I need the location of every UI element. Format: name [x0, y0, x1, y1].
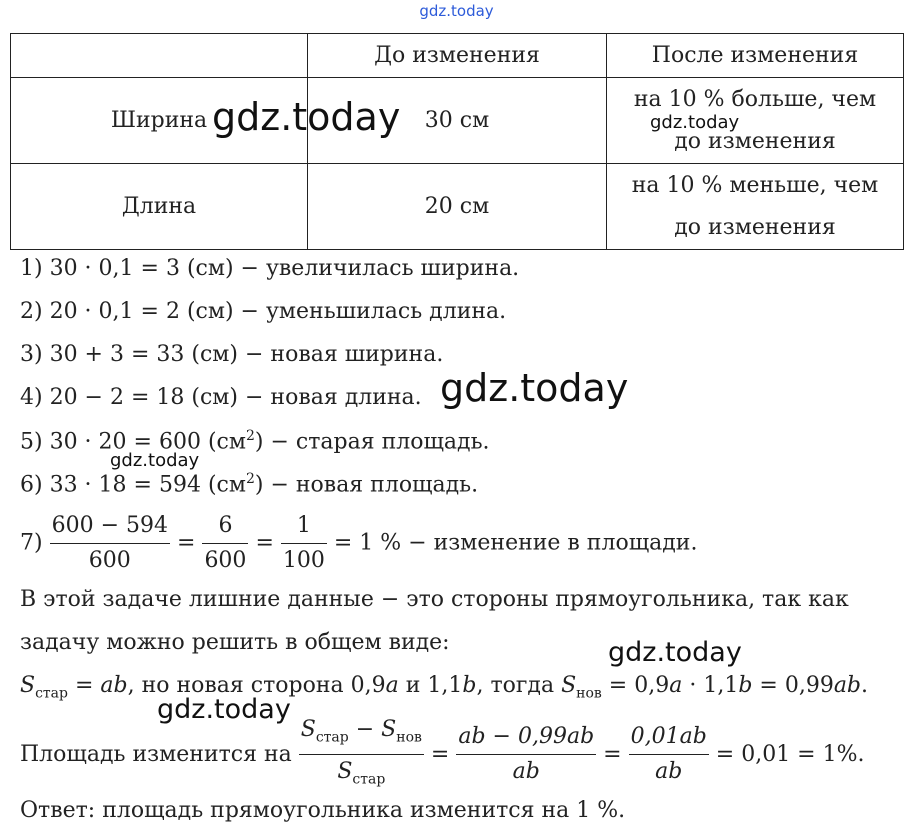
- fraction: [50, 509, 170, 578]
- watermark: gdz.today: [212, 95, 401, 139]
- formula-var: ab: [100, 673, 128, 698]
- formula-line: [20, 673, 868, 701]
- formula-sub: стар: [352, 771, 386, 788]
- step-6: [20, 471, 478, 497]
- step-5-exponent: 2: [245, 428, 255, 444]
- formula-text: .: [861, 673, 869, 698]
- step-7: [20, 509, 697, 578]
- table-row: [11, 78, 904, 164]
- formula-var: b: [738, 673, 753, 698]
- data-table: [10, 33, 904, 250]
- fraction-numerator: [299, 713, 424, 754]
- fraction: [456, 720, 596, 789]
- table-cell-label: Длина: [11, 164, 308, 250]
- formula-sub-new: нов: [576, 685, 602, 702]
- fraction-denominator: ab: [456, 754, 596, 789]
- step-6-exponent: 2: [245, 471, 255, 487]
- formula-text: = 0,9: [601, 673, 670, 698]
- fraction-denominator: 600: [50, 543, 170, 578]
- fraction-numerator: 600 − 594: [51, 513, 168, 538]
- formula-var: ab: [833, 673, 862, 698]
- table-header-row: [11, 34, 904, 78]
- area-tail: = 0,01 = 1%.: [715, 741, 865, 767]
- fraction-numerator: ab − 0,99ab: [458, 724, 595, 750]
- formula-text: , тогда: [476, 673, 562, 698]
- equals-sign: =: [255, 530, 274, 556]
- formula-var: a: [669, 673, 683, 698]
- formula-var: b: [462, 673, 477, 698]
- formula-sub-old: стар: [35, 685, 68, 702]
- step-7-prefix: 7): [20, 530, 43, 556]
- table-header-after: После изменения: [607, 34, 904, 78]
- step-4: 4) 20 − 2 = 18 (см) − новая длина.: [20, 385, 422, 410]
- step-1: 1) 30 · 0,1 = 3 (см) − увеличилась ширина.: [20, 256, 520, 281]
- after-line-2: до изменения: [674, 128, 836, 154]
- watermark: gdz.today: [440, 366, 629, 410]
- fraction: [281, 509, 327, 578]
- fraction-denominator: 600: [202, 543, 248, 578]
- fraction: [629, 720, 709, 789]
- formula-text: = 0,99: [752, 673, 834, 698]
- formula-s: S: [300, 717, 316, 742]
- table-row: [11, 164, 904, 250]
- formula-s: S: [20, 673, 36, 698]
- header-watermark: gdz.today: [419, 2, 494, 20]
- fraction: [299, 713, 424, 797]
- after-line-1: на 10 % меньше, чем: [631, 172, 879, 198]
- watermark: gdz.today: [608, 637, 742, 668]
- watermark: gdz.today: [110, 450, 200, 471]
- step-6-text: 6) 33 · 18 = 594 (см: [20, 472, 246, 498]
- table-header-before: До изменения: [308, 34, 607, 78]
- area-line: [20, 713, 865, 797]
- step-2: 2) 20 · 0,1 = 2 (см) − уменьшилась длина.: [20, 299, 507, 324]
- equals-sign: =: [603, 741, 622, 767]
- formula-sub: нов: [396, 729, 422, 746]
- formula-s: S: [561, 673, 577, 698]
- fraction: [202, 509, 248, 578]
- formula-text: и 1,1: [398, 673, 463, 698]
- paragraph-line-2: задачу можно решить в общем виде:: [20, 630, 450, 655]
- fraction-numerator: 0,01ab: [630, 724, 707, 750]
- fraction-denominator: [299, 754, 424, 796]
- formula-sub: стар: [315, 729, 349, 746]
- equals-sign: =: [177, 530, 196, 556]
- formula-text: · 1,1: [682, 673, 739, 698]
- fraction-numerator: 6: [218, 513, 233, 538]
- table-header-empty: [11, 34, 308, 78]
- table-cell-after: [607, 164, 904, 250]
- fraction-denominator: ab: [629, 754, 709, 789]
- formula-s: S: [381, 717, 397, 742]
- fraction-denominator: 100: [281, 543, 327, 578]
- watermark: gdz.today: [650, 112, 740, 133]
- step-5-text-end: ) − старая площадь.: [254, 429, 490, 455]
- area-prefix: Площадь изменится на: [20, 741, 292, 767]
- minus-sign: −: [348, 717, 382, 742]
- paragraph-line-1: В этой задаче лишние данные − это стороны прямоугольника, так как: [20, 587, 849, 612]
- formula-var: a: [385, 673, 399, 698]
- table-cell-before: 30 см: [308, 78, 607, 164]
- fraction-numerator: 1: [296, 513, 311, 538]
- step-6-text-end: ) − новая площадь.: [254, 472, 479, 498]
- table-cell-before: 20 см: [308, 164, 607, 250]
- after-line-2: до изменения: [674, 214, 836, 240]
- formula-text: , но новая сторона 0,9: [127, 673, 386, 698]
- formula-text: =: [67, 673, 101, 698]
- watermark: gdz.today: [157, 694, 291, 725]
- equals-sign: =: [430, 741, 450, 767]
- step-3: 3) 30 + 3 = 33 (см) − новая ширина.: [20, 342, 444, 367]
- answer-line: Ответ: площадь прямоугольника изменится на 1 %.: [20, 798, 626, 823]
- step-5-text: 5) 30 · 20 = 600 (см: [20, 429, 246, 455]
- table-cell-label: Ширина: [11, 78, 308, 164]
- after-line-1: на 10 % больше, чем: [633, 86, 877, 112]
- step-7-tail: = 1 % − изменение в площади.: [333, 530, 698, 556]
- step-5: [20, 428, 490, 454]
- formula-s: S: [337, 759, 353, 785]
